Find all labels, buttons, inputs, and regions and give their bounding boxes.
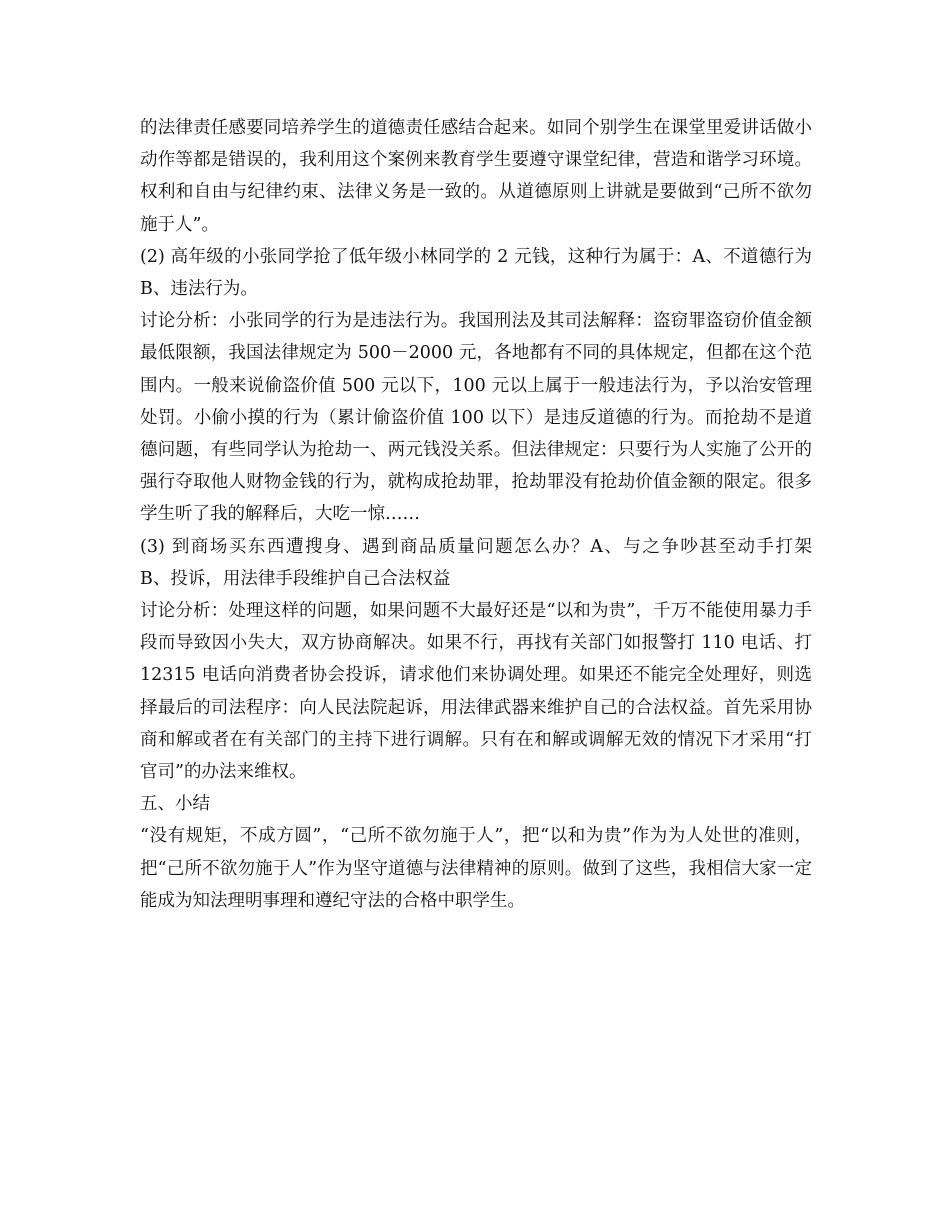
discussion-2: 讨论分析：小张同学的行为是违法行为。我国刑法及其司法解释：盗窃罪盗窃价值金额最低限额，我国法律规定为 500－2000 元，各地都有不同的具体规定，但都在这个范围内。一般来说偷盗价值 500 元以下，100 元以上属于一般违法行为，予以治安管理处罚。小偷小摸的行为（累计偷盗价值 100 以下）是违反道德的行为。而抢劫不是道德问题，有些同学认为抢劫一、两元钱没关系。但法律规定：只要行为人实施了公开的强行夺取他人财物金钱的行为，就构成抢劫罪，抢劫罪没有抢劫价值金额的限定。很多学生听了我的解释后，大吃一惊…… (140, 311, 812, 525)
summary-paragraph: “没有规矩，不成方圆”，“己所不欲勿施于人”，把“以和为贵”作为为人处世的准则，把“己所不欲勿施于人”作为坚守道德与法律精神的原则。做到了这些，我相信大家一定能成为知法理明事理和遵纪守法的合格中职学生。 (140, 826, 812, 911)
question-3: (3) 到商场买东西遭搜身、遇到商品质量问题怎么办？A、与之争吵甚至动手打架 B、投诉，用法律手段维护自己合法权益 (140, 536, 847, 589)
document-body (140, 112, 847, 917)
paragraph-intro: 的法律责任感要同培养学生的道德责任感结合起来。如同个别学生在课堂里爱讲话做小动作等都是错误的，我利用这个案例来教育学生要遵守课堂纪律，营造和谐学习环境。权利和自由与纪律约束、法律义务是一致的。从道德原则上讲就是要做到“己所不欲勿施于人”。 (140, 118, 812, 235)
section-heading-summary: 五、小结 (140, 794, 210, 815)
discussion-3: 讨论分析：处理这样的问题，如果问题不大最好还是“以和为贵”，千万不能使用暴力手段而导致因小失大，双方协商解决。如果不行，再找有关部门如报警打 110 电话、打 12315 电话向消费者协会投诉，请求他们来协调处理。如果还不能完全处理好，则选择最后的司法程序：向人民法院起诉，用法律武器来维护自己的合法权益。首先采用协商和解或者在有关部门的主持下进行调解。只有在和解或调解无效的情况下才采用“打官司”的办法来维权。 (140, 601, 812, 783)
question-2: (2) 高年级的小张同学抢了低年级小林同学的 2 元钱，这种行为属于：A、不道德行为 B、违法行为。 (140, 246, 847, 300)
